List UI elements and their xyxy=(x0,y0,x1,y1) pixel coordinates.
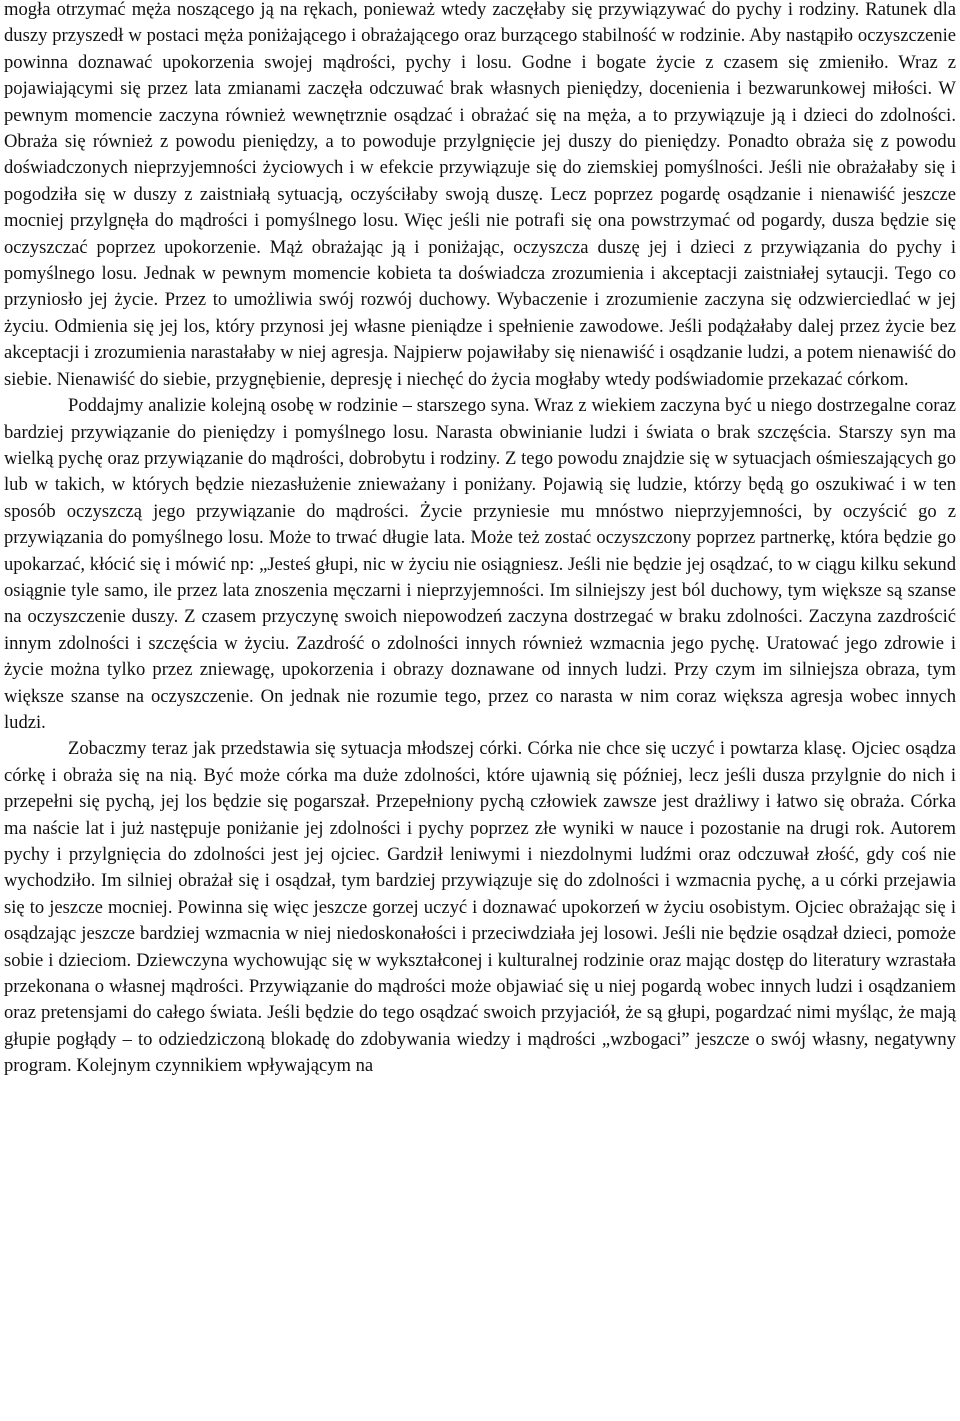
paragraph-younger-daughter: Zobaczmy teraz jak przedstawia się sytuacja młodszej córki. Córka nie chce się uczyć i powtarza klasę. Ojciec osądza córkę i obraża się na nią. Być może córka ma duże zdolności, które ujawnią się później, lecz jeśli dusza przylgnie do nich i przepełni się pychą, jej los będzie się pogarszał. Przepełniony pychą człowiek zawsze jest drażliwy i łatwo się obraża. Córka ma naście lat i już następuje poniżanie jej zdolności i pychy poprzez złe wyniki w nauce i pozostanie na drugi rok. Autorem pychy i przylgnięcia do zdolności jest jej ojciec. Gardził leniwymi i niezdolnymi ludźmi oraz odczuwał złość, gdy coś nie wychodziło. Im silniej obrażał się i osądzał, tym bardziej przywiązuje się do zdolności i wzmacnia pychę, a u córki przejawia się to jeszcze mocniej. Powinna się więc jeszcze gorzej uczyć i doznawać upokorzeń w życiu osobistym. Ojciec obrażając się i osądzając jeszcze bardziej wzmacnia w niej niedoskonałości i przeciwdziała jej losowi. Jeśli nie będzie osądzał dzieci, pomoże sobie i dzieciom. Dziewczyna wychowując się w wykształconej i kulturalnej rodzinie oraz mając dostęp do literatury wzrastała przekonana o własnej mądrości. Przywiązanie do mądrości może objawiać się u niej pogardą wobec innych ludzi i osądzaniem oraz pretensjami do całego świata. Jeśli będzie do tego osądzać swoich przyjaciół, że są głupi, pogardzać nimi myśląc, że mają głupie pogłądy – to odziedziczoną blokadę do zdobywania wiedzy i mądrości „wzbogaci” jeszcze o swój własny, negatywny program. Kolejnym czynnikiem wpływającym na xyxy=(4,738,956,1077)
paragraph-mother-continuation: mogła otrzymać męża noszącego ją na rękach, ponieważ wtedy zaczęłaby się przywiązywać do pychy i rodziny. Ratunek dla duszy przyszedł w postaci męża poniżającego i obrażającego oraz burzącego stabilność w rodzinie. Aby nastąpiło oczyszczenie powinna doznawać upokorzenia swojej mądrości, pychy i losu. Godne i bogate życie z czasem się zmieniło. Wraz z pojawiającymi się przez lata zmianami zaczęła odczuwać brak własnych pieniędzy, docenienia i bezwarunkowej miłości. W pewnym momencie zaczyna również wewnętrznie osądzać i obrażać się na męża, a to przywiązuje ją i dzieci do zdolności. Obraża się również z powodu pieniędzy, a to powoduje przylgnięcie jej duszy do pieniędzy. Ponadto obraża się z powodu doświadczonych nieprzyjemności życiowych i w efekcie przywiązuje się do ziemskiej pomyślności. Jeśli nie obrażałaby się i pogodziła się w duszy z zaistniałą sytuacją, oczyściłaby swoją duszę. Lecz poprzez pogardę osądzanie i nienawiść jeszcze mocniej przylgnęła do mądrości i pomyślnego losu. Więc jeśli nie potrafi się ona powstrzymać od pogardy, dusza będzie się oczyszczać poprzez upokorzenie. Mąż obrażając ją i poniżając, oczyszcza duszę jej i dzieci z przywiązania do pychy i pomyślnego losu. Jednak w pewnym momencie kobieta ta doświadcza zrozumienia i akceptacji zaistniałej sytaucji. Tego co przyniosło jej życie. Przez to umożliwia swój rozwój duchowy. Wybaczenie i zrozumienie zaczyna się odzwierciedlać w jej życiu. Odmienia się jej los, który przynosi jej własne pieniądze i spełnienie zawodowe. Jeśli podążałaby dalej przez życie bez akceptacji i zrozumienia narastałaby w niej agresja. Najpierw pojawiłaby się nienawiść i osądzanie ludzi, a potem nienawiść do siebie. Nienawiść do siebie, przygnębienie, depresję i niechęć do życia mogłaby wtedy podświadomie przekazać córkom. xyxy=(4,0,956,390)
paragraph-older-son: Poddajmy analizie kolejną osobę w rodzinie – starszego syna. Wraz z wiekiem zaczyna być u niego dostrzegalne coraz bardziej przywiązanie do pieniędzy i pomyślnego losu. Narasta obwinianie ludzi i świata o brak szczęścia. Starszy syn ma wielką pychę oraz przywiązanie do mądrości, dobrobytu i rodziny. Z tego powodu znajdzie się w sytuacjach ośmieszających go lub w takich, w których będzie niezasłużenie znieważany i poniżany. Pojawią się ludzie, którzy będą go oszukiwać i w ten sposób oczyszczą jego przywiązanie do mądrości. Życie przyniesie mu mnóstwo nieprzyjemności, by oczyścić go z przywiązania do pomyślnego losu. Może to trwać długie lata. Może też zostać oczyszczony poprzez partnerkę, która będzie go upokarzać, kłócić się i mówić np: „Jesteś głupi, nic w życiu nie osiągniesz. Jeśli nie będzie jej osądzać, to w ciągu kilku sekund osiągnie tyle samo, ile przez lata znoszenia męczarni i nieprzyjemności. Im silniejszy jest ból duchowy, tym większe są szanse na oczyszczenie duszy. Z czasem przyczynę swoich niepowodzeń zaczyna dostrzegać w braku zdolności. Zaczyna zazdrościć innym zdolności i szczęścia w życiu. Zazdrość o zdolności innych również wzmacnia jego pychę. Uratować jego zdrowie i życie można tylko przez zniewagę, upokorzenia i obrazy doznawane od innych ludzi. Przy czym im silniejsza obraza, tym większe szanse na oczyszczenie. On jednak nie rozumie tego, przez co narasta w nim coraz większa agresja wobec innych ludzi. xyxy=(4,395,956,733)
document-page xyxy=(4,0,956,1080)
